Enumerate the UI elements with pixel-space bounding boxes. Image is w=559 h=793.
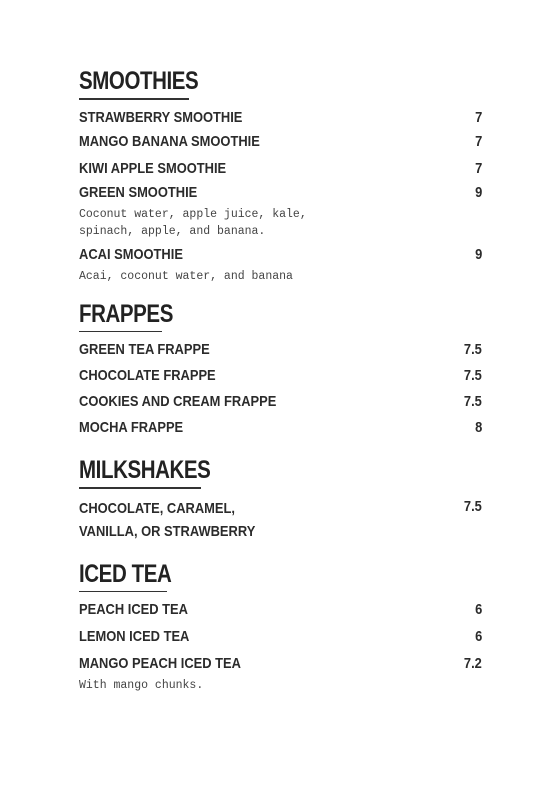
- item-name: PEACH ICED TEA: [79, 601, 188, 618]
- item-name: MANGO PEACH ICED TEA: [79, 655, 241, 672]
- item-price: 7: [474, 132, 482, 150]
- section-title: MILKSHAKES: [79, 456, 211, 484]
- item-price: 6: [474, 601, 482, 618]
- item-name: MOCHA FRAPPE: [79, 419, 184, 436]
- menu-item: [79, 245, 482, 285]
- title-underline: [79, 487, 201, 489]
- item-price: 9: [474, 183, 482, 201]
- item-description: Coconut water, apple juice, kale, spinach, apple, and banana.: [79, 207, 307, 238]
- item-price: 7.5: [464, 341, 482, 358]
- drinks-menu: [79, 66, 482, 699]
- menu-item: [79, 497, 482, 543]
- item-name: GREEN TEA FRAPPE: [79, 341, 210, 358]
- title-underline: [79, 591, 167, 593]
- menu-item: [79, 132, 482, 151]
- item-price: 9: [474, 245, 482, 263]
- section-title: FRAPPES: [79, 299, 173, 328]
- item-name: CHOCOLATE, CARAMEL, VANILLA, OR STRAWBERRY: [79, 499, 256, 540]
- item-price: 7: [474, 159, 482, 177]
- section-smoothies: [79, 66, 482, 285]
- menu-item: [79, 600, 482, 619]
- item-description: Acai, coconut water, and banana: [79, 269, 293, 283]
- item-name: GREEN SMOOTHIE: [79, 183, 198, 201]
- item-price: 7.5: [464, 393, 482, 410]
- item-name: STRAWBERRY SMOOTHIE: [79, 108, 243, 126]
- item-name: COOKIES AND CREAM FRAPPE: [79, 393, 277, 410]
- menu-item: [79, 108, 482, 127]
- item-price: 7.2: [464, 655, 482, 672]
- menu-item: [79, 340, 482, 359]
- item-price: 7: [474, 108, 482, 126]
- item-name: CHOCOLATE FRAPPE: [79, 367, 216, 384]
- item-price: 7.5: [464, 367, 482, 384]
- section-frappes: [79, 299, 482, 438]
- item-price: 7.5: [464, 497, 482, 515]
- menu-item: [79, 392, 482, 411]
- menu-item: [79, 366, 482, 385]
- section-title: SMOOTHIES: [79, 67, 199, 95]
- title-underline: [79, 98, 189, 100]
- menu-item: [79, 418, 482, 437]
- section-title: ICED TEA: [79, 559, 172, 588]
- item-name: LEMON ICED TEA: [79, 628, 190, 645]
- section-iced-tea: [79, 559, 482, 695]
- menu-item: [79, 627, 482, 646]
- item-description: With mango chunks.: [79, 679, 204, 692]
- menu-item: [79, 159, 482, 178]
- item-name: KIWI APPLE SMOOTHIE: [79, 159, 227, 177]
- item-price: 6: [474, 628, 482, 645]
- item-name: ACAI SMOOTHIE: [79, 245, 183, 263]
- item-price: 8: [474, 419, 482, 436]
- menu-item: [79, 654, 482, 694]
- title-underline: [79, 331, 162, 333]
- section-milkshakes: [79, 455, 482, 543]
- menu-item: [79, 183, 482, 240]
- item-name: MANGO BANANA SMOOTHIE: [79, 132, 260, 150]
